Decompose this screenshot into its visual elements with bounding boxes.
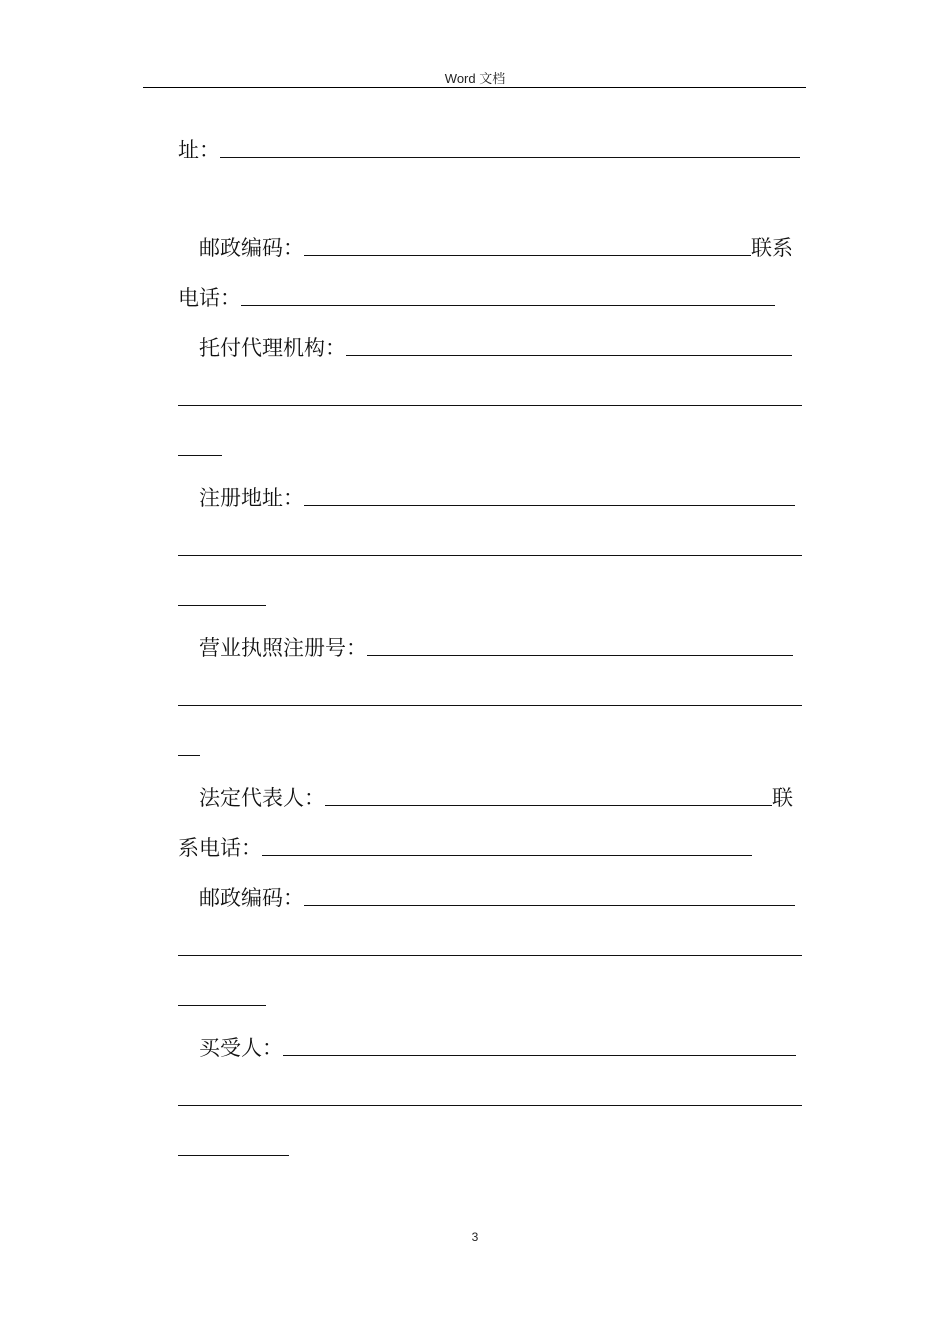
header-rule bbox=[143, 87, 806, 88]
fill-blank[interactable] bbox=[178, 555, 802, 556]
fill-blank[interactable] bbox=[178, 405, 802, 406]
field-label: 邮政编码： bbox=[199, 886, 304, 910]
form-line-address bbox=[178, 130, 800, 164]
form-line-blank bbox=[178, 428, 222, 462]
form-line-blank bbox=[178, 928, 802, 962]
fill-blank[interactable] bbox=[262, 855, 752, 856]
fill-blank[interactable] bbox=[178, 1105, 802, 1106]
fill-blank[interactable] bbox=[325, 805, 772, 806]
fill-blank[interactable] bbox=[241, 305, 775, 306]
fill-blank[interactable] bbox=[304, 505, 795, 506]
field-label-continued: 联系 bbox=[751, 236, 793, 260]
form-line-blank bbox=[178, 1078, 802, 1112]
form-line-registered-address bbox=[199, 478, 795, 512]
page-number: 3 bbox=[471, 1230, 479, 1244]
fill-blank[interactable] bbox=[220, 157, 800, 158]
field-label: 址： bbox=[178, 138, 220, 162]
form-line-legal-representative bbox=[199, 778, 793, 812]
fill-blank[interactable] bbox=[304, 905, 795, 906]
field-label: 买受人： bbox=[199, 1036, 283, 1060]
field-label: 电话： bbox=[178, 286, 241, 310]
fill-blank[interactable] bbox=[304, 255, 751, 256]
page-header: Word 文档 bbox=[444, 71, 506, 86]
fill-blank[interactable] bbox=[283, 1055, 796, 1056]
form-line-blank bbox=[178, 978, 266, 1012]
form-line-agent bbox=[199, 328, 792, 362]
form-line-buyer bbox=[199, 1028, 796, 1062]
form-line-blank bbox=[178, 528, 802, 562]
fill-blank[interactable] bbox=[178, 755, 200, 756]
form-line-postcode bbox=[199, 228, 793, 262]
form-line-license-number bbox=[199, 628, 793, 662]
fill-blank[interactable] bbox=[178, 455, 222, 456]
field-label: 注册地址： bbox=[199, 486, 304, 510]
field-label: 营业执照注册号： bbox=[199, 636, 367, 660]
fill-blank[interactable] bbox=[346, 355, 792, 356]
form-line-postcode-2 bbox=[199, 878, 795, 912]
fill-blank[interactable] bbox=[367, 655, 793, 656]
form-line-blank bbox=[178, 678, 802, 712]
form-line-contact-phone bbox=[178, 828, 752, 862]
field-label: 邮政编码： bbox=[199, 236, 304, 260]
form-line-phone bbox=[178, 278, 775, 312]
form-line-blank bbox=[178, 1128, 289, 1162]
fill-blank[interactable] bbox=[178, 1155, 289, 1156]
field-label-continued: 联 bbox=[772, 786, 793, 810]
form-line-blank bbox=[178, 378, 802, 412]
field-label: 系电话： bbox=[178, 836, 262, 860]
form-line-blank bbox=[178, 728, 200, 762]
field-label: 托付代理机构： bbox=[199, 336, 346, 360]
field-label: 法定代表人： bbox=[199, 786, 325, 810]
fill-blank[interactable] bbox=[178, 1005, 266, 1006]
form-line-blank bbox=[178, 578, 266, 612]
fill-blank[interactable] bbox=[178, 605, 266, 606]
fill-blank[interactable] bbox=[178, 705, 802, 706]
fill-blank[interactable] bbox=[178, 955, 802, 956]
